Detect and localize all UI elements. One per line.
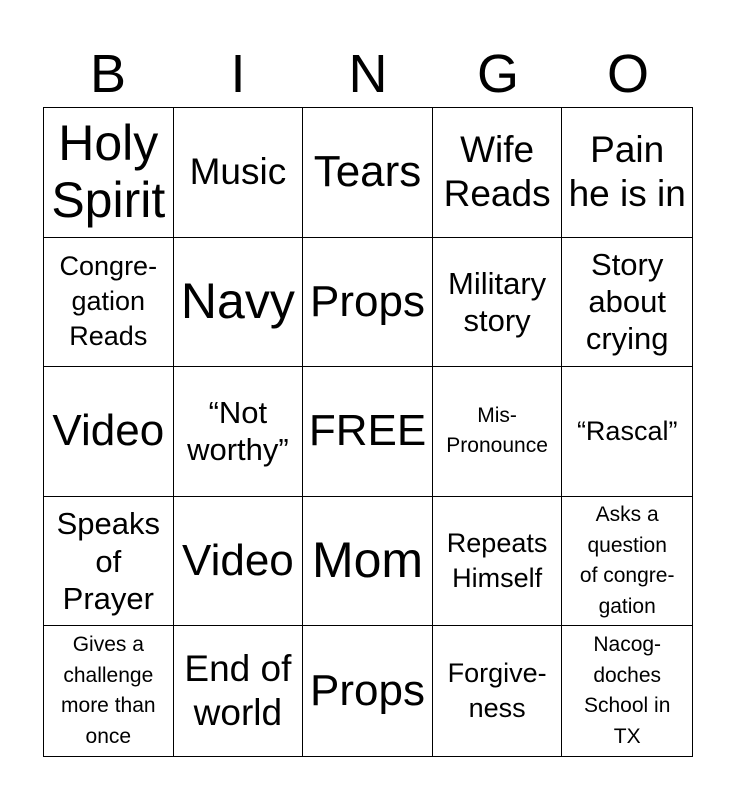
bingo-cell[interactable] [562, 497, 692, 627]
header-letter-n: N [348, 44, 388, 104]
bingo-cell[interactable] [174, 497, 304, 627]
cell-label: Video [52, 406, 165, 456]
free-space-label: FREE [308, 406, 427, 456]
cell-label: Speaks of Prayer [56, 506, 160, 616]
bingo-cell[interactable] [562, 626, 692, 756]
bingo-cell[interactable] [303, 497, 433, 627]
bingo-cell[interactable] [303, 238, 433, 368]
cell-label: Mis- Pronounce [446, 404, 548, 458]
bingo-header [43, 40, 693, 108]
cell-label: Pain he is in [568, 128, 686, 215]
cell-label: Props [310, 666, 425, 715]
cell-label: Nacog- doches School in TX [584, 633, 671, 748]
header-letter-b: B [89, 44, 127, 104]
cell-label: Gives a challenge more than once [61, 633, 156, 748]
cell-label: Repeats Himself [446, 528, 548, 594]
cell-label: Video [182, 535, 294, 585]
header-letter-g: G [476, 44, 519, 104]
bingo-cell[interactable] [174, 367, 304, 497]
bingo-cell[interactable] [303, 626, 433, 756]
cell-label: Navy [180, 273, 295, 330]
bingo-cell[interactable] [433, 238, 563, 368]
header-letter-i: I [230, 44, 246, 104]
cell-label: “Not worthy” [187, 395, 289, 468]
cell-label: End of world [184, 647, 292, 734]
cell-label: Props [310, 276, 425, 326]
cell-label: Forgive- ness [447, 658, 547, 724]
cell-label: Asks a question of congre- gation [579, 503, 675, 618]
cell-label: Tears [313, 147, 422, 197]
cell-label: Military story [448, 265, 547, 338]
cell-label: Congre- gation Reads [59, 251, 158, 352]
bingo-cell[interactable] [433, 626, 563, 756]
bingo-cell[interactable] [174, 238, 304, 368]
bingo-cell[interactable] [433, 497, 563, 627]
bingo-board [43, 107, 693, 757]
bingo-cell[interactable] [562, 238, 692, 368]
bingo-cell[interactable] [44, 367, 174, 497]
cell-label: “Rascal” [576, 415, 678, 446]
bingo-cell[interactable] [174, 108, 304, 238]
header-letter-o: O [606, 44, 649, 104]
bingo-cell[interactable] [174, 626, 304, 756]
cell-label: Music [189, 151, 287, 193]
bingo-cell[interactable] [303, 367, 433, 497]
bingo-cell[interactable] [562, 108, 692, 238]
cell-label: Mom [311, 532, 424, 589]
bingo-cell[interactable] [44, 238, 174, 368]
cell-label: Wife Reads [443, 128, 551, 215]
bingo-cell[interactable] [562, 367, 692, 497]
bingo-cell[interactable] [44, 497, 174, 627]
bingo-cell[interactable] [44, 626, 174, 756]
bingo-cell[interactable] [303, 108, 433, 238]
cell-label: Holy Spirit [51, 114, 166, 229]
bingo-cell[interactable] [433, 108, 563, 238]
bingo-cell[interactable] [433, 367, 563, 497]
bingo-cell[interactable] [44, 108, 174, 238]
cell-label: Story about crying [585, 247, 669, 357]
